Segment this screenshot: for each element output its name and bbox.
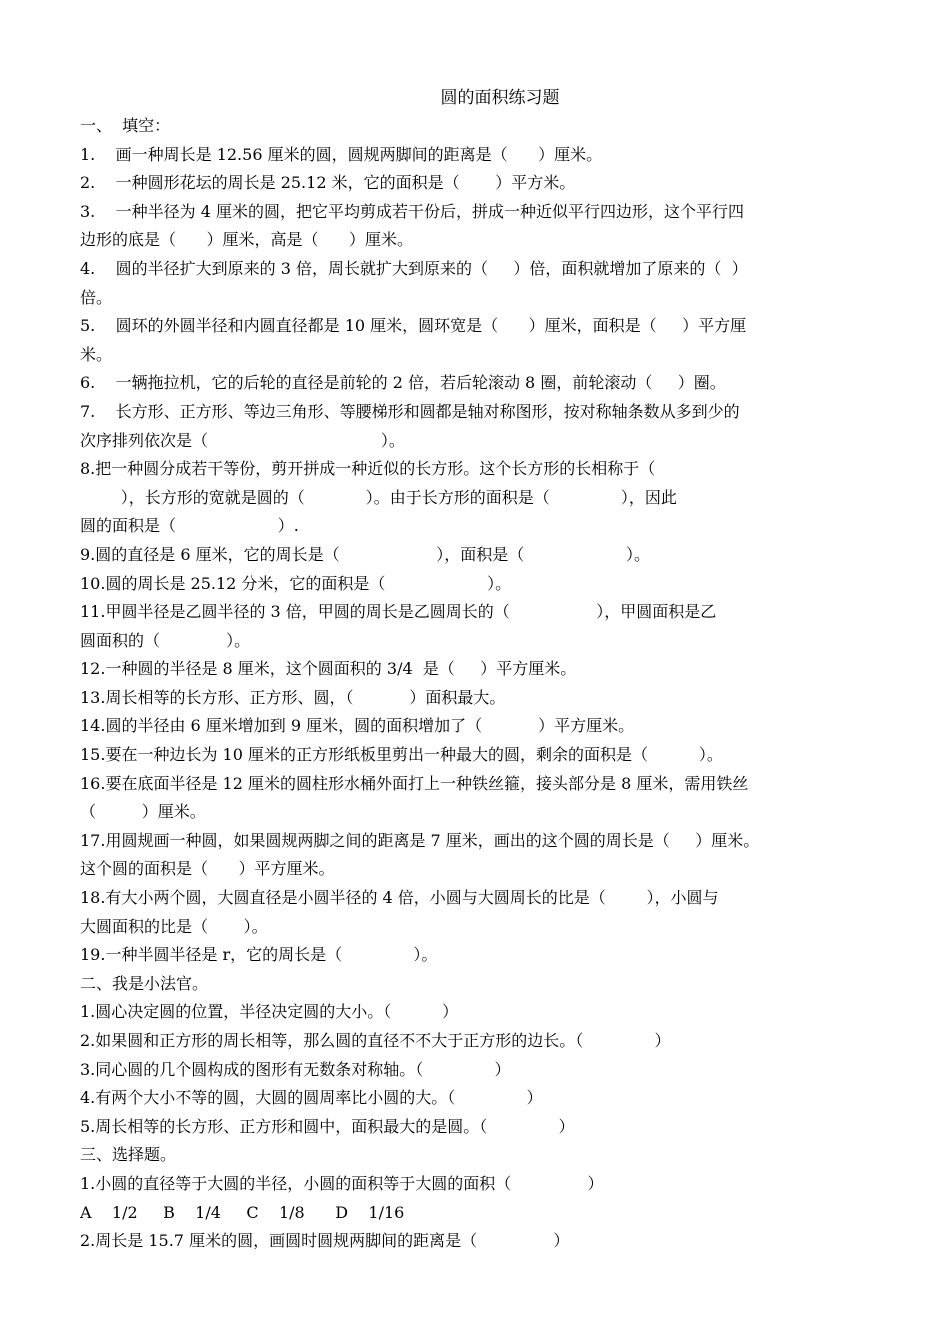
text-line: 14.圆的半径由 6 厘米增加到 9 厘米，圆的面积增加了（ ）平方厘米。 [80,716,635,736]
worksheet-page [80,84,880,1256]
text-line: 6. 一辆拖拉机，它的后轮的直径是前轮的 2 倍，若后轮滚动 8 圈，前轮滚动（ ）圈。 [80,373,726,393]
text-line: 米。 [80,344,113,364]
text-line: 圆的面积是（ ）. [80,516,299,536]
question-list [80,112,880,1256]
text-line: 2.如果圆和正方形的周长相等，那么圆的直径不不大于正方形的边长。（ ） [80,1031,671,1050]
text-line: ），长方形的宽就是圆的（ ）。由于长方形的面积是（ ），因此 [80,487,677,507]
text-line: 次序排列依次是（ ）。 [80,430,405,450]
text-line: 9.圆的直径是 6 厘米，它的周长是（ ），面积是（ ）。 [80,544,650,564]
text-line: 15.要在一种边长为 10 厘米的正方形纸板里剪出一种最大的圆，剩余的面积是（ ）。 [80,745,723,765]
text-line: 3.同心圆的几个圆构成的图形有无数条对称轴。（ ） [80,1059,511,1079]
text-line: 边形的底是（ ）厘米，高是（ ）厘米。 [80,230,414,250]
text-line: 这个圆的面积是（ ）平方厘米。 [80,859,335,879]
text-line: 3. 一种半径为 4 厘米的圆，把它平均剪成若干份后，拼成一种近似平行四边形，这个平行四 [80,201,744,221]
text-line: 4.有两个大小不等的圆，大圆的圆周率比小圆的大。（ ） [80,1088,543,1108]
text-line: A 1/2 B 1/4 C 1/8 D 1/16 [80,1202,405,1222]
text-line: （ ）厘米。 [80,802,206,822]
text-line: 一、 填空： [80,116,171,135]
text-line: 圆面积的（ ）。 [80,630,251,650]
text-line: 二、我是小法官。 [80,973,209,993]
text-line: 16.要在底面半径是 12 厘米的圆柱形水桶外面打上一种铁丝箍，接头部分是 8 厘米，需用铁丝 [80,773,749,793]
text-line: 13.周长相等的长方形、正方形、圆，（ ）面积最大。 [80,687,506,707]
text-line: 2.周长是 15.7 厘米的圆，画圆时圆规两脚间的距离是（ ） [80,1231,570,1251]
text-line: 1.小圆的直径等于大圆的半径，小圆的面积等于大圆的面积（ ） [80,1173,604,1193]
text-line: 4. 圆的半径扩大到原来的 3 倍，周长就扩大到原来的（ ）倍，面积就增加了原来的（ ） [80,258,748,278]
text-line: 19.一种半圆半径是 r，它的周长是（ ）。 [80,945,438,965]
text-line: 17.用圆规画一种圆，如果圆规两脚之间的距离是 7 厘米，画出的这个圆的周长是（ ）厘米。 [80,830,760,850]
text-line: 18.有大小两个圆，大圆直径是小圆半径的 4 倍，小圆与大圆周长的比是（ ），小圆与 [80,888,719,908]
text-line: 2. 一种圆形花坛的周长是 25.12 米，它的面积是（ ）平方米。 [80,173,576,193]
text-line: 8.把一种圆分成若干等份，剪开拼成一种近似的长方形。这个长方形的长相称于（ [80,459,656,479]
text-line: 11.甲圆半径是乙圆半径的 3 倍，甲圆的周长是乙圆周长的（ ），甲圆面积是乙 [80,602,717,622]
text-line: 倍。 [80,287,113,307]
text-line: 5.周长相等的长方形、正方形和圆中，面积最大的是圆。（ ） [80,1116,575,1136]
text-line: 5. 圆环的外圆半径和内圆直径都是 10 厘米，圆环宽是（ ）厘米，面积是（ ）平方厘 [80,316,747,336]
page-title: 圆的面积练习题 [440,88,560,108]
text-line: 三、选择题。 [80,1145,177,1165]
text-line: 1. 画一种周长是 12.56 厘米的圆，圆规两脚间的距离是（ ）厘米。 [80,144,603,164]
text-line: 12.一种圆的半径是 8 厘米，这个圆面积的 3/4 是（ ）平方厘米。 [80,659,577,679]
text-line: 大圆面积的比是（ ）。 [80,916,268,936]
text-line: 7. 长方形、正方形、等边三角形、等腰梯形和圆都是轴对称图形，按对称轴条数从多到少的 [80,401,740,421]
text-line: 10.圆的周长是 25.12 分米，它的面积是（ ）。 [80,573,512,593]
text-line: 1.圆心决定圆的位置，半径决定圆的大小。（ ） [80,1002,459,1022]
